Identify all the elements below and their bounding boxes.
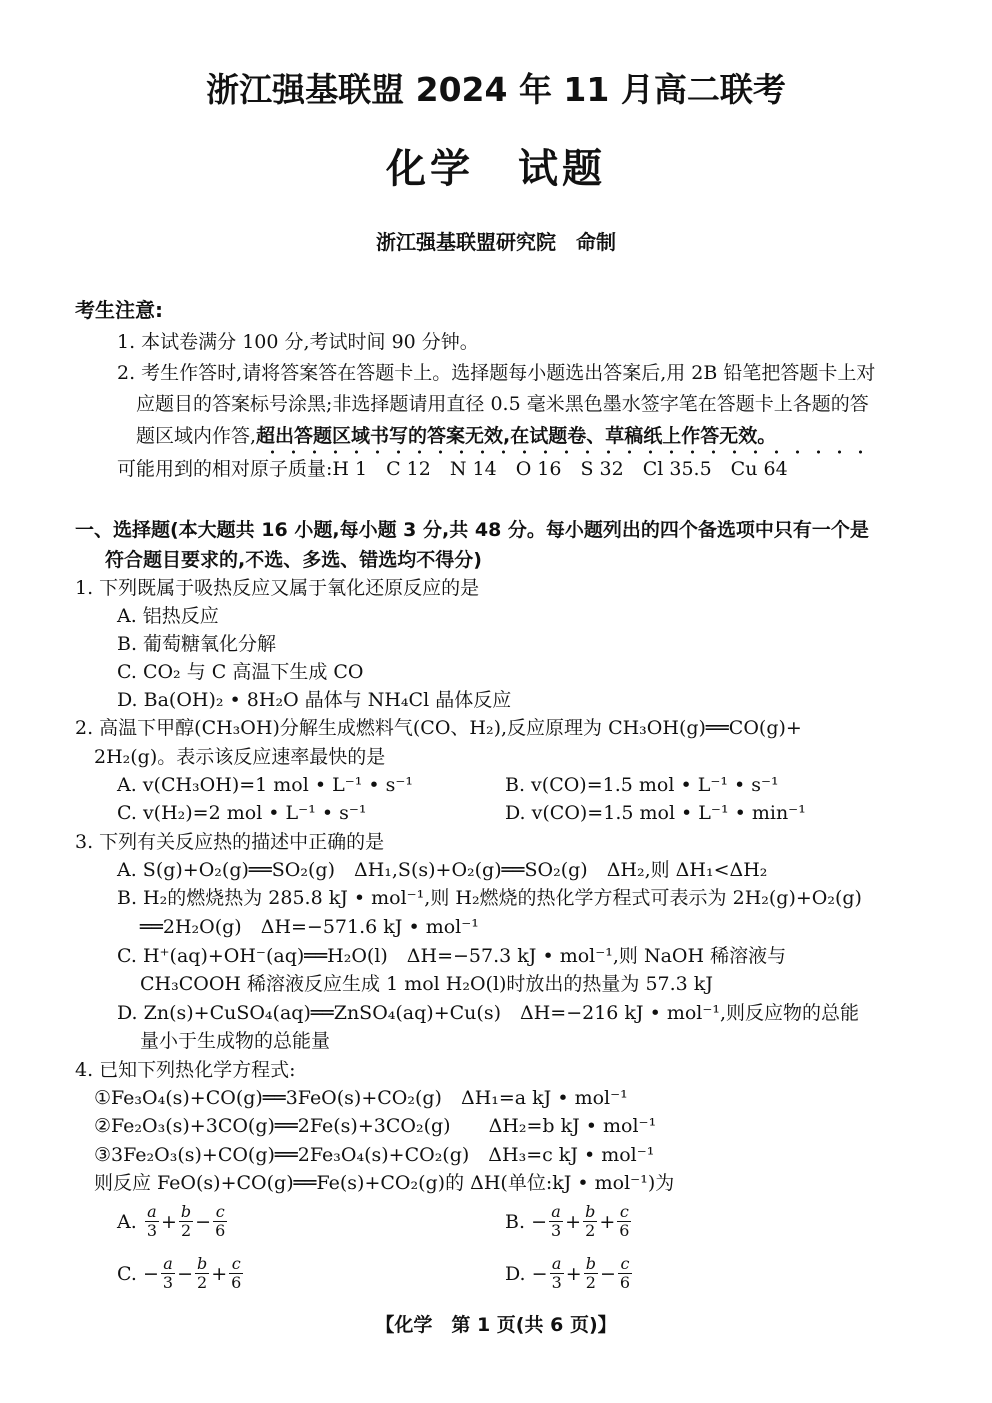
q4-option-a: A. $\frac{a}{3}$ + $\frac{b}{2}$ − $\frac{c}{6}$	[117, 1202, 226, 1241]
q4-question: 则反应 FeO(s)+CO(g)══Fe(s)+CO₂(g)的 ΔH(单位:kJ • mol⁻¹)为	[94, 1172, 675, 1194]
q4-stem: 4. 已知下列热化学方程式:	[75, 1059, 296, 1081]
notice-item-2-line-3	[136, 425, 776, 448]
notice-heading: 考生注意:	[75, 298, 163, 322]
fraction: $\frac{c}{6}$	[215, 1202, 226, 1241]
q2-stem-line-1: 2. 高温下甲醇(CH₃OH)分解生成燃料气(CO、H₂),反应原理为 CH₃OH(g)══CO(g)+	[75, 717, 802, 739]
q2-option-d: D. v(CO)=1.5 mol • L⁻¹ • min⁻¹	[505, 802, 806, 824]
q3-option-d-line-1: D. Zn(s)+CuSO₄(aq)══ZnSO₄(aq)+Cu(s) ΔH=−216 kJ • mol⁻¹,则反应物的总能	[117, 1002, 860, 1024]
q2-option-a: A. v(CH₃OH)=1 mol • L⁻¹ • s⁻¹	[117, 774, 414, 796]
section-1-heading-line-1: 一、选择题(本大题共 16 小题,每小题 3 分,共 48 分。每小题列出的四个备选项中只有一个是	[75, 519, 869, 541]
fraction: $\frac{a}{3}$	[162, 1254, 174, 1293]
section-1-heading-line-2: 符合题目要求的,不选、多选、错选均不得分)	[105, 549, 482, 571]
q2-option-b: B. v(CO)=1.5 mol • L⁻¹ • s⁻¹	[505, 774, 779, 796]
q4-option-c: C. − $\frac{a}{3}$ − $\frac{b}{2}$ + $\frac{c}{6}$	[117, 1254, 242, 1293]
fraction: $\frac{a}{3}$	[550, 1202, 562, 1241]
fraction: $\frac{b}{2}$	[585, 1202, 596, 1241]
q1-stem: 1. 下列既属于吸热反应又属于氧化还原反应的是	[75, 577, 480, 599]
q3-option-b-line-2: ══2H₂O(g) ΔH=−571.6 kJ • mol⁻¹	[140, 916, 479, 938]
q1-option-a: A. 铝热反应	[117, 605, 219, 627]
notice-item-1: 1. 本试卷满分 100 分,考试时间 90 分钟。	[117, 331, 479, 353]
q4-option-b: B. − $\frac{a}{3}$ + $\frac{b}{2}$ + $\frac{c}{6}$	[505, 1202, 630, 1241]
exam-author: 浙江强基联盟研究院 命制	[376, 230, 616, 254]
q3-option-a: A. S(g)+O₂(g)══SO₂(g) ΔH₁,S(s)+O₂(g)══SO₂(g) ΔH₂,则 ΔH₁<ΔH₂	[117, 859, 768, 881]
q1-option-c: C. CO₂ 与 C 高温下生成 CO	[117, 661, 364, 683]
q4-option-d: D. − $\frac{a}{3}$ + $\frac{b}{2}$ − $\frac{c}{6}$	[505, 1254, 631, 1293]
q2-stem-line-2: 2H₂(g)。表示该反应速率最快的是	[94, 746, 386, 768]
q3-option-c-line-2: CH₃COOH 稀溶液反应生成 1 mol H₂O(l)时放出的热量为 57.3 kJ	[140, 973, 713, 995]
q4-equation-1: ①Fe₃O₄(s)+CO(g)══3FeO(s)+CO₂(g) ΔH₁=a kJ • mol⁻¹	[94, 1087, 628, 1109]
atomic-masses: 可能用到的相对原子质量:H 1 C 12 N 14 O 16 S 32 Cl 35.5 Cu 64	[117, 458, 788, 480]
q1-option-d: D. Ba(OH)₂ • 8H₂O 晶体与 NH₄Cl 晶体反应	[117, 689, 512, 711]
notice-item-2-line-3-plain: 题区域内作答,	[136, 425, 257, 447]
notice-emphasis: 超出答题区域书写的答案无效,在试题卷、草稿纸上作答无效。	[256, 425, 777, 447]
q4-equation-3: ③3Fe₂O₃(s)+CO(g)══2Fe₃O₄(s)+CO₂(g) ΔH₃=c kJ • mol⁻¹	[94, 1144, 655, 1166]
q3-stem: 3. 下列有关反应热的描述中正确的是	[75, 831, 385, 853]
fraction: $\frac{c}{6}$	[231, 1254, 242, 1293]
fraction: $\frac{c}{6}$	[619, 1202, 630, 1241]
fraction: $\frac{a}{3}$	[551, 1254, 562, 1293]
page-footer: 【化学 第 1 页(共 6 页)】	[375, 1314, 617, 1336]
q3-option-c-line-1: C. H⁺(aq)+OH⁻(aq)══H₂O(l) ΔH=−57.3 kJ • mol⁻¹,则 NaOH 稀溶液与	[117, 945, 787, 967]
exam-title: 浙江强基联盟 2024 年 11 月高二联考	[206, 70, 786, 109]
exam-subtitle: 化学 试题	[386, 146, 606, 192]
q1-option-b: B. 葡萄糖氧化分解	[117, 633, 277, 655]
fraction: $\frac{a}{3}$	[146, 1202, 157, 1241]
q3-option-d-line-2: 量小于生成物的总能量	[140, 1030, 331, 1052]
notice-item-2-line-1: 2. 考生作答时,请将答案答在答题卡上。选择题每小题选出答案后,用 2B 铅笔把答题卡上对	[117, 362, 876, 384]
fraction: $\frac{b}{2}$	[585, 1254, 596, 1293]
q2-option-c: C. v(H₂)=2 mol • L⁻¹ • s⁻¹	[117, 802, 367, 824]
q4-equation-2: ②Fe₂O₃(s)+3CO(g)══2Fe(s)+3CO₂(g) ΔH₂=b kJ • mol⁻¹	[94, 1115, 657, 1137]
emphasis-dots	[262, 450, 864, 454]
fraction: $\frac{c}{6}$	[619, 1254, 631, 1293]
notice-item-2-line-2: 应题目的答案标号涂黑;非选择题请用直径 0.5 毫米黑色墨水签字笔在答题卡上各题的答	[136, 393, 869, 415]
fraction: $\frac{b}{2}$	[180, 1202, 192, 1241]
q3-option-b-line-1: B. H₂的燃烧热为 285.8 kJ • mol⁻¹,则 H₂燃烧的热化学方程式可表示为 2H₂(g)+O₂(g)	[117, 887, 862, 909]
fraction: $\frac{b}{2}$	[196, 1254, 208, 1293]
